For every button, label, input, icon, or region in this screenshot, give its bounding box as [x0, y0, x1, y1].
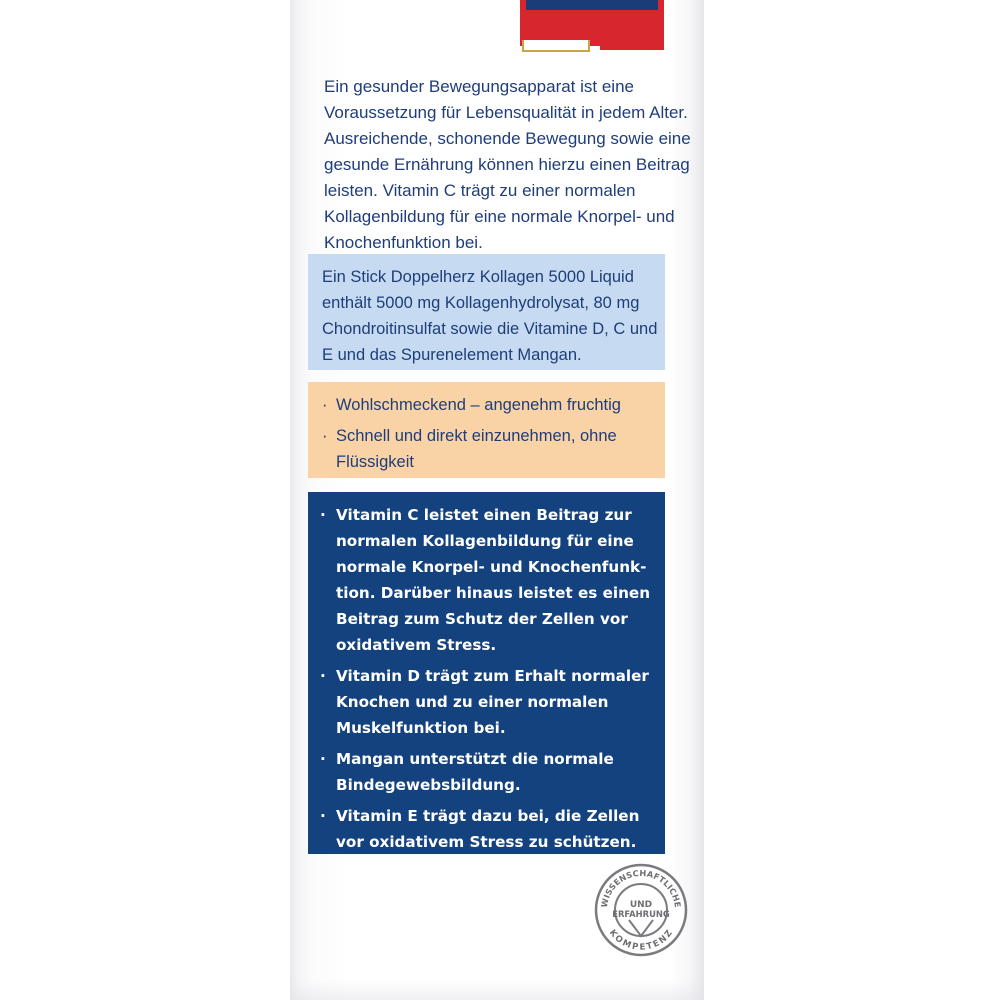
seal-ring-bottom-text: KOMPETENZ — [606, 928, 676, 953]
claim-text: Vitamin E trägt dazu bei, die Zellen vor oxidativem Stress zu schützen. — [336, 807, 640, 851]
features-panel — [308, 382, 665, 478]
feature-text: Wohlschmeckend – angenehm fruchtig — [336, 396, 621, 414]
bullet-dot: · — [322, 396, 328, 414]
bullet-dot: · — [320, 667, 326, 685]
claim-item — [320, 746, 660, 798]
bullet-dot: · — [320, 750, 326, 768]
intro-text: Ein gesunder Bewegungsapparat ist eine Voraussetzung für Lebensqualität in jedem Alter. Ausreichende, schonende Bewegung sowie eine gesunde Ernährung können hierzu einen Beitrag leisten. Vitamin C trägt zu einer normalen Kollagenbildung für eine normale Knorpel- und Knochenfunktion bei. — [324, 77, 691, 252]
bullet-dot: · — [320, 807, 326, 825]
claim-text: Mangan unterstützt die normale Bindegewebsbildung. — [336, 750, 614, 794]
claim-text: Vitamin D trägt zum Erhalt normaler Knochen und zu einer normalen Muskelfunktion bei. — [336, 667, 649, 737]
feature-text: Schnell und direkt einzunehmen, ohne Flüssigkeit — [336, 427, 617, 471]
claim-text: Vitamin C leistet einen Beitrag zur normalen Kollagenbildung für eine normale Knorpel- und Knochenfunk-tion. Darüber hinaus leistet es einen Beitrag zum Schutz der Zellen vor oxidativem Stress. — [336, 506, 651, 654]
composition-panel — [308, 254, 665, 370]
features-list — [322, 392, 662, 480]
bullet-dot: · — [322, 427, 328, 445]
claims-panel — [308, 492, 665, 854]
claim-item — [320, 803, 660, 855]
feature-item — [322, 392, 662, 418]
package-top-flap — [290, 0, 704, 62]
bullet-dot: · — [320, 506, 326, 524]
red-underline — [600, 46, 664, 50]
claim-item — [320, 663, 660, 741]
feature-item — [322, 423, 662, 475]
gold-label-edge — [522, 40, 590, 52]
claims-list — [320, 502, 660, 860]
seal-ring-top-text: WISSENSCHAFTLICHE — [598, 867, 683, 909]
claim-item — [320, 502, 660, 658]
brand-blue-strip — [526, 0, 658, 10]
seal-center-line2: ERFAHRUNG — [612, 909, 670, 919]
seal-center-line1: UND — [629, 900, 653, 910]
competence-seal-icon — [593, 862, 689, 958]
composition-text: Ein Stick Doppelherz Kollagen 5000 Liquid enthält 5000 mg Kollagenhydrolysat, 80 mg Chondroitinsulfat sowie die Vitamine D, C und E und das Spurenelement Mangan. — [322, 268, 658, 364]
